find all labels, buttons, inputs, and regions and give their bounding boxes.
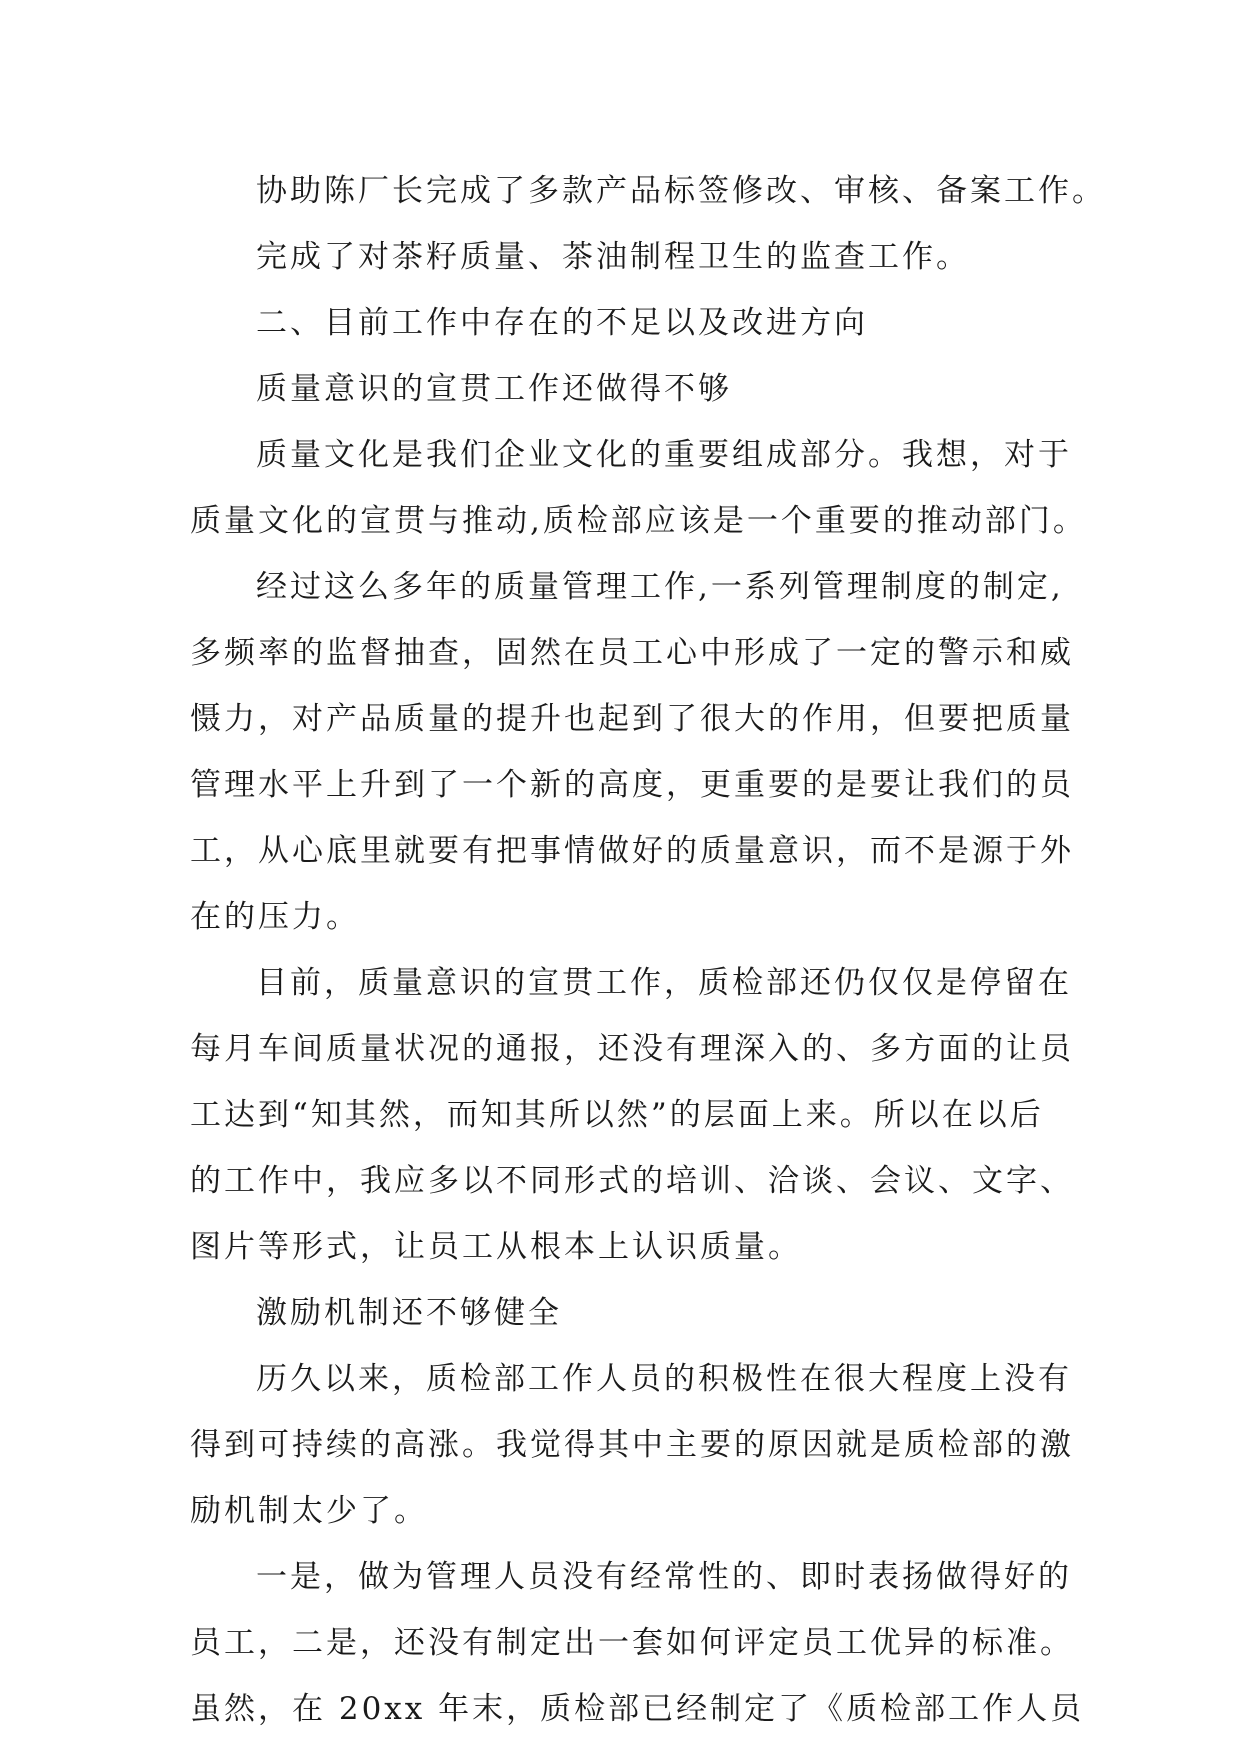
text-line: 工，从心底里就要有把事情做好的质量意识，而不是源于外 <box>190 833 1074 869</box>
text-line: 虽然，在 20xx 年末，质检部已经制定了《质检部工作人员 <box>190 1691 1085 1727</box>
text-line: 多频率的监督抽查，固然在员工心中形成了一定的警示和威 <box>190 635 1074 671</box>
text-line: 完成了对茶籽质量、茶油制程卫生的监查工作。 <box>256 239 970 275</box>
section-heading: 二、目前工作中存在的不足以及改进方向 <box>256 305 868 341</box>
text-line: 慑力，对产品质量的提升也起到了很大的作用，但要把质量 <box>190 701 1074 737</box>
text-line: 员工，二是，还没有制定出一套如何评定员工优异的标准。 <box>190 1625 1074 1661</box>
text-line: 目前，质量意识的宣贯工作，质检部还仍仅仅是停留在 <box>256 965 1072 1001</box>
text-line: 励机制太少了。 <box>190 1493 428 1529</box>
text-line: 图片等形式，让员工从根本上认识质量。 <box>190 1229 802 1265</box>
document-body <box>190 158 1106 1742</box>
subsection-heading: 激励机制还不够健全 <box>256 1295 562 1331</box>
text-line: 管理水平上升到了一个新的高度，更重要的是要让我们的员 <box>190 767 1074 803</box>
text-line: 在的压力。 <box>190 899 360 935</box>
text-line: 一是，做为管理人员没有经常性的、即时表扬做得好的 <box>256 1559 1072 1595</box>
text-line: 质量文化的宣贯与推动,质检部应该是一个重要的推动部门。 <box>190 503 1087 539</box>
text-line: 每月车间质量状况的通报，还没有理深入的、多方面的让员 <box>190 1031 1074 1067</box>
text-line: 得到可持续的高涨。我觉得其中主要的原因就是质检部的激 <box>190 1427 1074 1463</box>
text-line: 协助陈厂长完成了多款产品标签修改、审核、备案工作。 <box>256 173 1106 209</box>
text-line: 历久以来，质检部工作人员的积极性在很大程度上没有 <box>256 1361 1072 1397</box>
text-line: 工达到“知其然，而知其所以然”的层面上来。所以在以后 <box>190 1097 1044 1133</box>
text-line: 质量文化是我们企业文化的重要组成部分。我想，对于 <box>256 437 1072 473</box>
text-line: 的工作中，我应多以不同形式的培训、洽谈、会议、文字、 <box>190 1163 1074 1199</box>
subsection-heading: 质量意识的宣贯工作还做得不够 <box>256 371 732 407</box>
text-line: 经过这么多年的质量管理工作,一系列管理制度的制定, <box>256 569 1064 605</box>
